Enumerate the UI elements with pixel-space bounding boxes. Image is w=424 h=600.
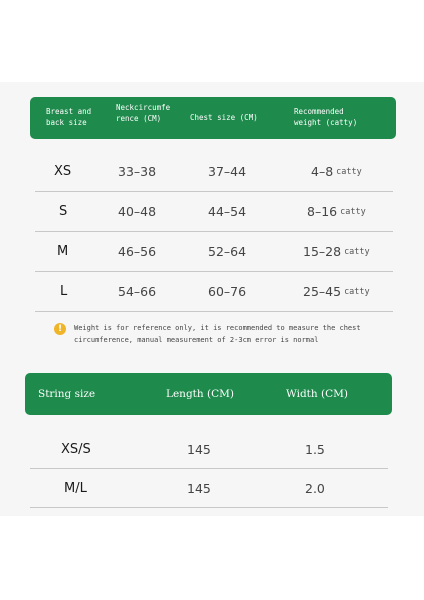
weight-cell	[303, 244, 370, 259]
header-recommended-weight: Recommended weight (catty)	[294, 107, 358, 127]
string-table-header	[25, 373, 392, 415]
neck-cell: 46–56	[118, 244, 157, 259]
header-neck-circumference: Neckcircumfe rence (CM)	[116, 103, 171, 123]
weight-value: 8–16	[307, 204, 338, 219]
size-table-header	[30, 97, 396, 139]
neck-cell: 33–38	[118, 164, 157, 179]
chest-cell: 60–76	[208, 284, 247, 299]
header-width: Width (CM)	[286, 388, 348, 400]
table-row	[35, 152, 393, 192]
length-cell: 145	[187, 481, 211, 496]
length-cell: 145	[187, 442, 211, 457]
weight-value: 4–8	[311, 164, 334, 179]
header-breast-back-size: Breast and back size	[46, 107, 92, 127]
string-size-cell: M/L	[64, 481, 87, 496]
chest-cell: 44–54	[208, 204, 247, 219]
note-text: Weight is for reference only, it is recommended to measure the chest circumference, manual measurement of 2-3cm error is normal	[74, 324, 361, 344]
header-length: Length (CM)	[166, 388, 234, 400]
table-row	[35, 272, 393, 312]
table-row	[30, 469, 388, 508]
width-cell: 1.5	[305, 442, 325, 457]
size-cell: M	[57, 244, 69, 259]
header-string-size: String size	[38, 388, 96, 400]
weight-value: 15–28	[303, 244, 342, 259]
exclamation-icon: !	[54, 323, 66, 335]
chest-cell: 52–64	[208, 244, 247, 259]
chest-cell: 37–44	[208, 164, 247, 179]
table-row	[35, 232, 393, 272]
table-row	[30, 430, 388, 469]
table-row	[35, 192, 393, 232]
weight-cell	[303, 284, 370, 299]
size-cell: L	[60, 284, 68, 299]
neck-cell: 54–66	[118, 284, 157, 299]
width-cell: 2.0	[305, 481, 325, 496]
string-size-cell: XS/S	[61, 442, 91, 457]
weight-unit: catty	[344, 247, 370, 257]
weight-unit: catty	[344, 287, 370, 297]
size-cell: S	[59, 204, 68, 219]
neck-cell: 40–48	[118, 204, 157, 219]
weight-unit: catty	[336, 167, 362, 177]
weight-unit: catty	[340, 207, 366, 217]
size-cell: XS	[54, 164, 72, 179]
weight-cell	[307, 204, 366, 219]
weight-value: 25–45	[303, 284, 342, 299]
header-chest-size: Chest size (CM)	[190, 113, 258, 122]
weight-cell	[311, 164, 362, 179]
